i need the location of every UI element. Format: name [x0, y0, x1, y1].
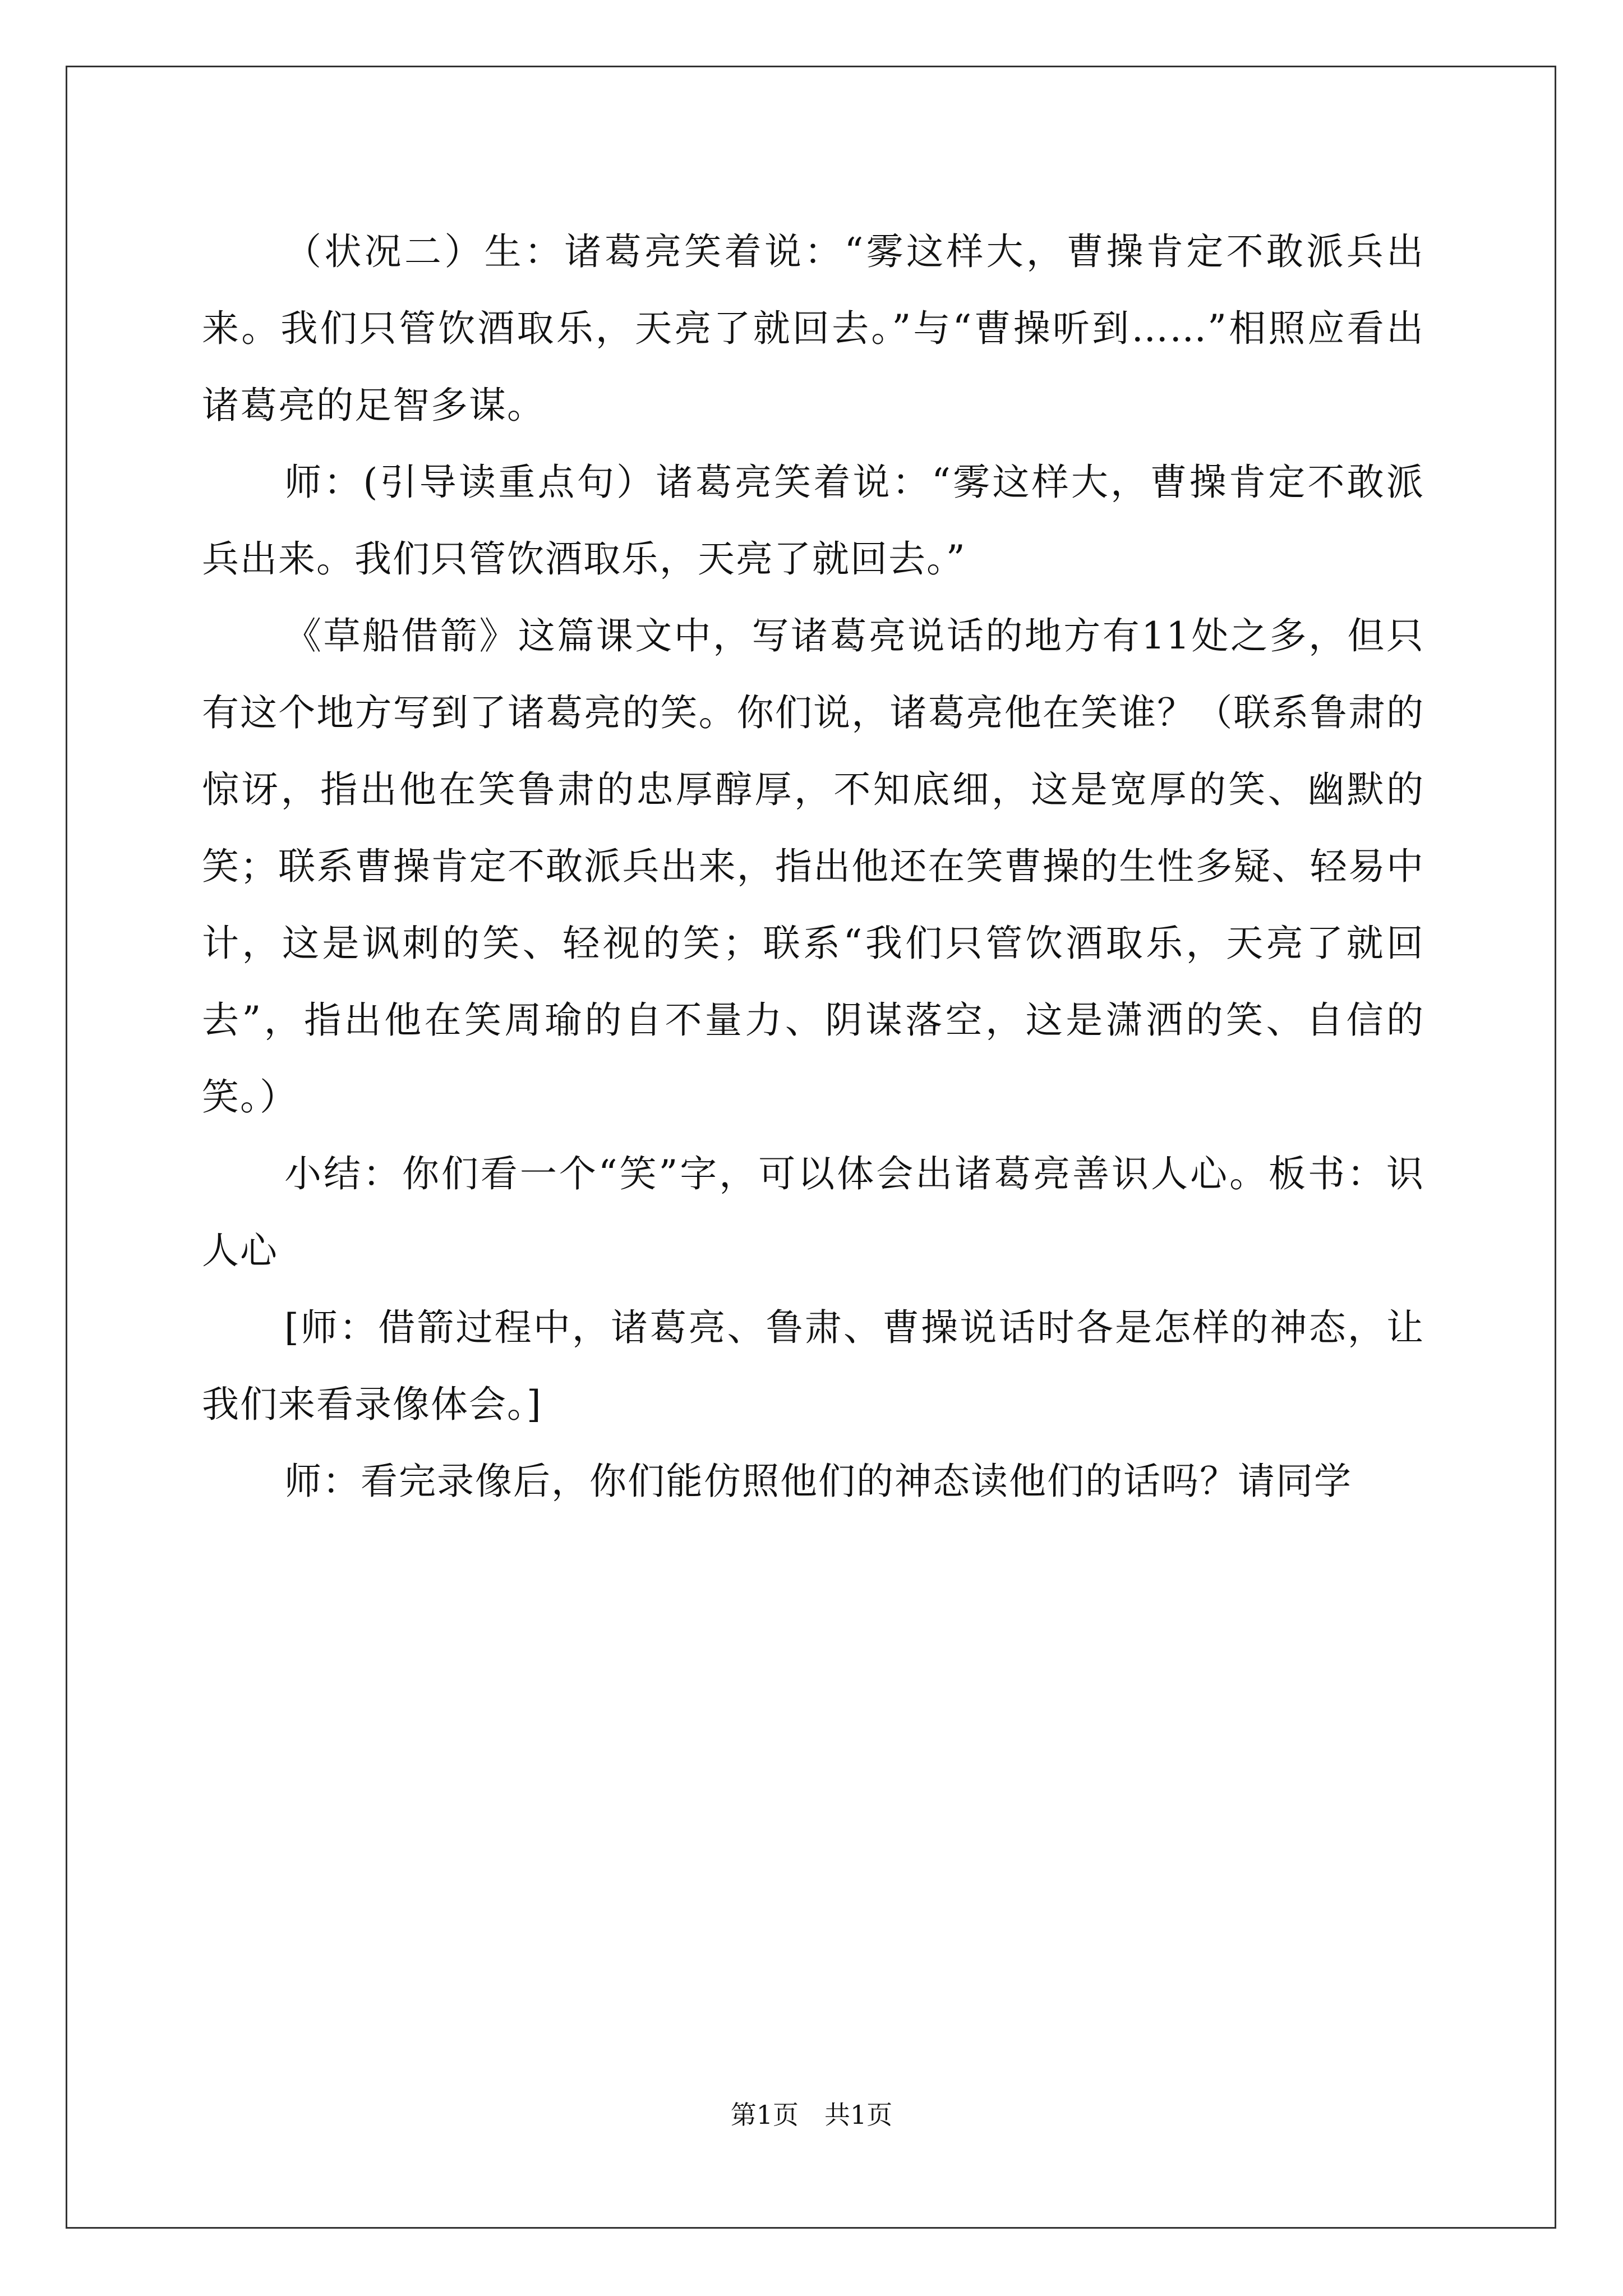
- paragraph-summary: 小结：你们看一个“笑”字，可以体会出诸葛亮善识人心。板书：识人心: [202, 1152, 1424, 1272]
- paragraph-video-intro: [师：借箭过程中，诸葛亮、鲁肃、曹操说话时各是怎样的神态，让我们来看录像体会。]: [202, 1306, 1424, 1426]
- page-footer: 第1页 共1页: [730, 2100, 893, 2130]
- paragraph-teacher-guide: 师：(引导读重点句）诸葛亮笑着说：“雾这样大，曹操肯定不敢派兵出来。我们只管饮酒取乐，天亮了就回去。”: [202, 461, 1424, 581]
- document-body: [202, 213, 1424, 1520]
- paragraph-situation-two: （状况二）生：诸葛亮笑着说：“雾这样大，曹操肯定不敢派兵出来。我们只管饮酒取乐，天亮了就回去。”与“曹操听到……”相照应看出诸葛亮的足智多谋。: [202, 230, 1424, 427]
- paragraph-laugh-analysis: 《草船借箭》这篇课文中，写诸葛亮说话的地方有11处之多，但只有这个地方写到了诸葛亮的笑。你们说，诸葛亮他在笑谁？（联系鲁肃的惊讶，指出他在笑鲁肃的忠厚醇厚，不知底细，这是宽厚的笑、幽默的笑；联系曹操肯定不敢派兵出来，指出他还在笑曹操的生性多疑、轻易中计，这是讽刺的笑、轻视的笑；联系“我们只管饮酒取乐，天亮了就回去”，指出他在笑周瑜的自不量力、阴谋落空，这是潇洒的笑、自信的笑。）: [202, 614, 1424, 1119]
- paragraph-after-video: 师：看完录像后，你们能仿照他们的神态读他们的话吗？请同学: [284, 1460, 1352, 1503]
